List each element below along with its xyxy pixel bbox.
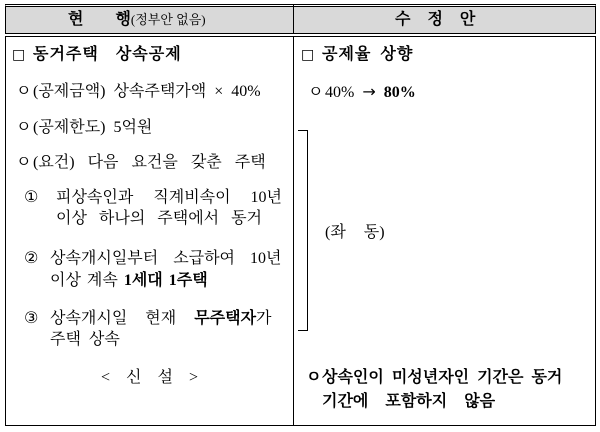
condition-3-suffix: 가: [256, 310, 272, 327]
condition-marker: ①: [24, 187, 39, 206]
condition-marker: ③: [24, 308, 39, 327]
circle-bullet-icon: ㅇ: [16, 154, 32, 171]
minor-period-rule-text: 상속인이 미성년자인 기간은 동거: [322, 369, 563, 386]
header-current-title: 현 행: [68, 11, 131, 28]
deduction-amount-text: (공제금액) 상속주택가액 × 40%: [33, 83, 261, 100]
rate-to: 80%: [383, 84, 416, 101]
right-bracket: [298, 130, 308, 331]
condition-marker: ②: [24, 248, 39, 267]
minor-period-rule-line-1: [306, 368, 562, 388]
header-current-note: (정부안 없음): [130, 12, 206, 27]
new-provision-label: < 신 설 >: [101, 369, 198, 386]
circle-bullet-icon: ㅇ: [306, 369, 322, 386]
condition-2-emphasis: 1세대 1주택: [123, 272, 208, 289]
requirements-text: (요건) 다음 요건을 갖춘 주택: [33, 154, 266, 171]
condition-1-line-2: 이상 하나의 주택에서 동거: [56, 210, 263, 227]
deduction-limit-item: [16, 118, 152, 138]
proposal-section-title: 공제율 상향: [322, 46, 414, 63]
header-current: [68, 10, 206, 30]
condition-3-emphasis: 무주택자: [194, 310, 257, 327]
requirements-item: [16, 153, 266, 173]
column-divider: [293, 4, 294, 426]
arrow-right-icon: →: [362, 82, 376, 101]
square-bullet-icon: □: [12, 47, 26, 63]
condition-2-line-1: [24, 248, 281, 268]
header-double-rule: [5, 33, 596, 37]
circle-bullet-icon: ㅇ: [16, 83, 32, 100]
rate-from: 40%: [325, 84, 355, 101]
condition-3-line-1: [24, 308, 272, 328]
current-section-heading: [12, 45, 182, 65]
condition-2-prefix: 이상 계속: [50, 272, 124, 289]
deduction-amount-item: [16, 82, 261, 102]
same-as-current-label: (좌 동): [325, 224, 385, 241]
current-section-title: 동거주택 상속공제: [33, 46, 182, 63]
condition-3-line-2: 주택 상속: [50, 331, 120, 348]
deduction-limit-text: (공제한도) 5억원: [33, 119, 153, 136]
condition-3-prefix: 상속개시일 현재: [50, 310, 195, 327]
square-bullet-icon: □: [301, 47, 315, 63]
circle-bullet-icon: ㅇ: [308, 84, 324, 101]
condition-2-text: 상속개시일부터 소급하여 10년: [50, 250, 282, 267]
circle-bullet-icon: ㅇ: [16, 119, 32, 136]
condition-2-line-2: [50, 271, 208, 291]
proposal-section-heading: [301, 45, 413, 65]
condition-1-text: 피상속인과 직계비속이 10년: [56, 189, 283, 206]
condition-1-line-1: [24, 187, 282, 207]
header-proposal-title: 수 정 안: [395, 11, 476, 28]
rate-change-item: [308, 82, 416, 102]
minor-period-rule-line-2: 기간에 포함하지 않음: [322, 393, 496, 410]
